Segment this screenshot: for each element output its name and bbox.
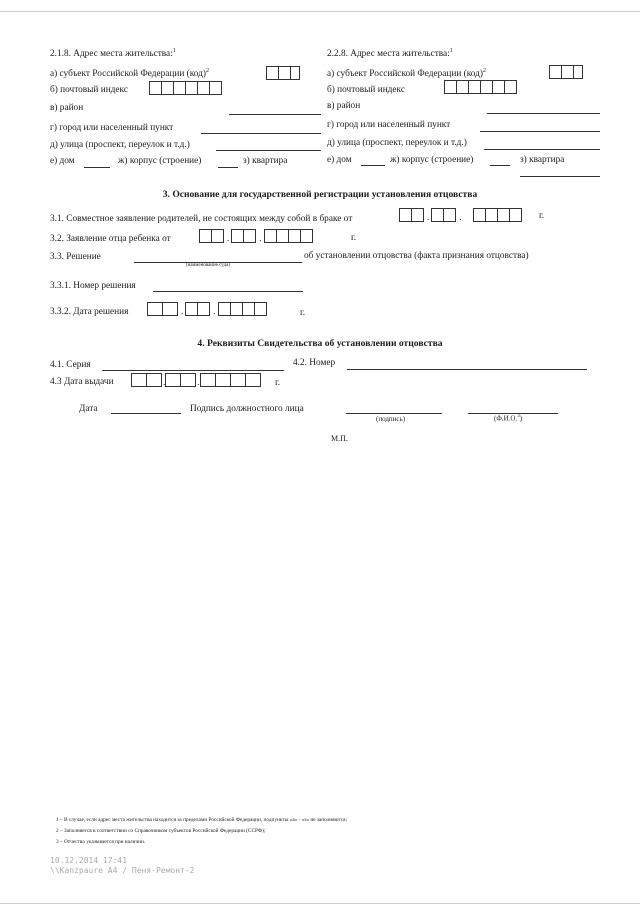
official-signature-label: Подпись должностного лица: [190, 404, 304, 414]
joint-application-year-suffix: г.: [539, 211, 545, 221]
right-postal-label: б) почтовый индекс: [327, 85, 405, 95]
date-line[interactable]: [111, 413, 181, 414]
signature-line[interactable]: [346, 413, 442, 414]
scan-path: \\Kanzpaure A4 / Пеня-Ремонт-2: [50, 866, 195, 875]
section3-heading: 3. Основание для государственной регистрации установления отцовства: [162, 189, 478, 200]
scan-edge-top: [0, 11, 640, 12]
left-house-label: е) дом: [50, 156, 75, 166]
left-district-line[interactable]: [229, 114, 321, 115]
decision-date-year-suffix: г.: [300, 308, 306, 318]
certificate-series-line[interactable]: [102, 370, 284, 371]
issue-date-cells[interactable]: . .: [131, 373, 261, 387]
right-city-line[interactable]: [480, 131, 600, 132]
right-postal-cells[interactable]: [444, 80, 517, 94]
left-postal-label: б) почтовый индекс: [50, 85, 128, 95]
right-building-line[interactable]: [490, 165, 510, 166]
right-district-line[interactable]: [487, 113, 600, 114]
certificate-number-line[interactable]: [347, 369, 587, 370]
left-city-line[interactable]: [201, 133, 321, 134]
issue-date-label: 4.3 Дата выдачи: [50, 377, 114, 387]
footnote-1: 1 – В случае, если адрес места жительства находится за пределами Российской Федерации, подпункты «а» - «з» не заполняются;: [56, 817, 348, 823]
right-city-label: г) город или населенный пункт: [327, 120, 451, 130]
decision-date-cells[interactable]: . .: [147, 302, 267, 316]
left-apt-label: з) квартира: [243, 156, 288, 166]
section4-heading: 4. Реквизиты Свидетельства об установлении отцовства: [197, 338, 443, 349]
right-address-title: 2.2.8. Адрес места жительства:$^1$: [327, 48, 453, 60]
left-house-line[interactable]: [84, 167, 110, 168]
decision-number-line[interactable]: [153, 291, 303, 292]
left-city-label: г) город или населенный пункт: [50, 123, 174, 133]
right-house-line[interactable]: [361, 165, 385, 166]
left-address-title: 2.1.8. Адрес места жительства:$^1$: [50, 48, 176, 60]
scan-edge-bottom: [0, 903, 640, 904]
left-postal-cells[interactable]: [149, 81, 222, 95]
left-building-line[interactable]: [218, 167, 238, 168]
date-label: Дата: [79, 404, 98, 414]
father-application-date-cells[interactable]: . .: [199, 229, 313, 243]
left-building-label: ж) корпус (строение): [118, 156, 202, 166]
footnote-2: 2 – Заполняется в соответствии со Справочником субъектов Российской Федерации (ССРФ);: [56, 828, 266, 834]
right-street-label: д) улица (проспект, переулок и т.д.): [327, 138, 467, 148]
issue-date-year-suffix: г.: [275, 378, 281, 388]
father-application-year-suffix: г.: [351, 233, 357, 243]
scan-timestamp: 10.12.2014 17:41: [50, 856, 128, 865]
right-apt-line[interactable]: [520, 176, 600, 177]
left-street-line[interactable]: [216, 150, 321, 151]
signature-caption: (подпись): [376, 415, 406, 423]
left-street-label: д) улица (проспект, переулок и т.д.): [50, 140, 190, 150]
court-name-caption: (наименование суда): [186, 263, 230, 268]
right-subject-label: а) субъект Российской Федерации (код)$^2$: [327, 68, 487, 80]
right-building-label: ж) корпус (строение): [390, 155, 474, 165]
joint-application-date-cells[interactable]: . .: [399, 208, 522, 222]
right-house-label: е) дом: [327, 155, 352, 165]
joint-application-label: 3.1. Совместное заявление родителей, не состоящих между собой в браке от: [50, 214, 353, 224]
left-subject-code-cells[interactable]: [266, 66, 300, 80]
decision-label: 3.3. Решение: [50, 252, 101, 262]
left-district-label: в) район: [50, 103, 84, 113]
right-street-line[interactable]: [484, 149, 600, 150]
father-application-label: 3.2. Заявление отца ребенка от: [50, 234, 171, 244]
fio-caption: (Ф.И.О.$^3$): [494, 414, 523, 423]
footnote-3: 3 – Отчество указывается при наличии.: [56, 839, 146, 845]
right-apt-label: з) квартира: [520, 155, 565, 165]
stamp-place-label: М.П.: [331, 434, 348, 443]
right-district-label: в) район: [327, 101, 361, 111]
certificate-number-label: 4.2. Номер: [293, 358, 336, 368]
right-subject-code-cells[interactable]: [549, 65, 583, 79]
left-subject-label: а) субъект Российской Федерации (код)$^2$: [50, 68, 210, 80]
decision-date-label: 3.3.2. Дата решения: [50, 307, 129, 317]
decision-tail-text: об установлении отцовства (факта признания отцовства): [304, 251, 529, 261]
certificate-series-label: 4.1. Серия: [50, 360, 91, 370]
decision-number-label: 3.3.1. Номер решения: [50, 281, 136, 291]
